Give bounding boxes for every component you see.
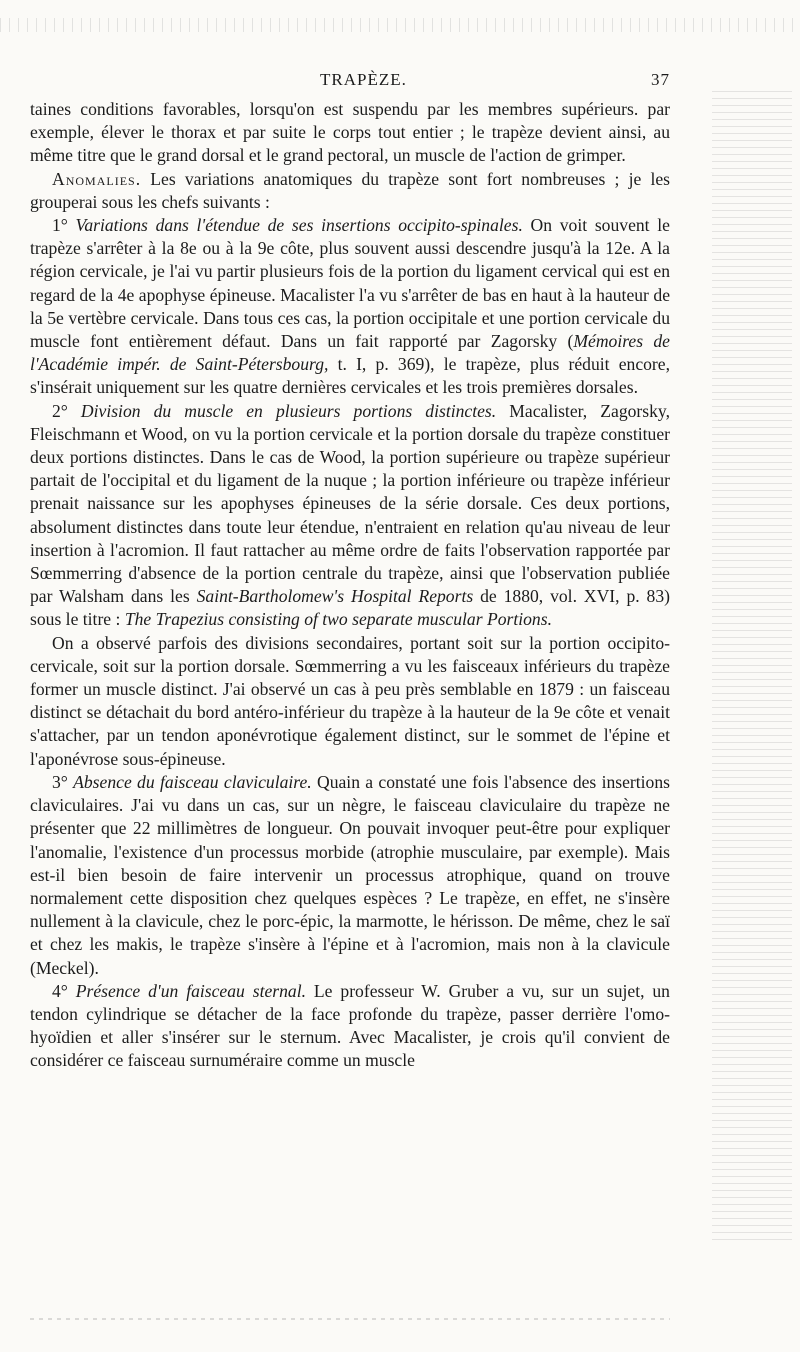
paragraph-variation-1: [30, 214, 670, 400]
item-number: 2°: [52, 400, 81, 421]
item-title: Présence d'un faisceau sternal.: [75, 980, 307, 1001]
item-number: 1°: [52, 215, 76, 236]
item-title: Variations dans l'étendue de ses insertions occipito-spinales.: [75, 215, 523, 236]
paragraph-text: t. I, p. 369), le trapèze, plus réduit encore, s'insérait uniquement sur les quatre dernières cervicales et les trois premières dorsales.: [30, 354, 670, 398]
running-title: TRAPÈZE.: [320, 70, 407, 89]
paragraph-text: Les variations anatomiques du trapèze sont fort nombreuses ; je les grouperai sous les chefs suivants :: [30, 168, 670, 212]
item-number: 4°: [52, 980, 76, 1001]
citation-title: The Trapezius consisting of two separate muscular Portions.: [124, 609, 552, 630]
item-number: 3°: [52, 771, 74, 792]
citation: Saint-Bartholomew's Hospital Reports: [196, 586, 474, 607]
section-label: Anomalies.: [52, 168, 142, 189]
paragraph-variation-4: [30, 980, 670, 1073]
paragraph-text: On a observé parfois des divisions secondaires, portant soit sur la portion occipito-cervicale, soit sur la portion dorsale. Sœmmerring a vu les faisceaux inférieurs du trapèze former un muscle distinct. J'ai observé un cas à peu près semblable en 1879 : un faisceau distinct se détachait du bord antéro-inférieur du trapèze à la hauteur de la 9e côte et venait s'attacher, par un tendon aponévrotique également distinct, sur le sommet de l'épine et l'aponévrose sous-épineuse.: [30, 632, 670, 769]
page-number: 37: [651, 70, 670, 89]
scan-noise-margin: [712, 90, 792, 1240]
item-title: Division du muscle en plusieurs portions distinctes.: [80, 400, 497, 421]
paragraph: [30, 632, 670, 771]
item-title: Absence du faisceau claviculaire.: [73, 771, 312, 792]
scan-noise-top: [0, 18, 800, 32]
body-text: [30, 98, 670, 1073]
paragraph-text: On voit souvent le trapèze s'arrêter à la 8e ou à la 9e côte, plus souvent aussi descendre jusqu'à la 12e. A la région cervicale, je l'ai vu partir plusieurs fois de la portion du ligament cervical qui est en regard de la 4e apophyse épineuse. Macalister l'a vu s'arrêter de bas en haut à la hauteur de la 5e vertèbre cervicale. Dans tous ces cas, la portion occipitale et une portion cervicale du muscle font entièrement défaut. Dans un fait rapporté par Zagorsky (: [30, 215, 670, 352]
paragraph-variation-2: [30, 400, 670, 632]
scan-noise-bottom: [30, 1318, 670, 1320]
paragraph-text: Le professeur W. Gruber a vu, sur un sujet, un tendon cylindrique se détacher de la face profonde du trapèze, passer derrière l'omo-hyoïdien et aller s'insérer sur le sternum. Avec Macalister, je crois qu'il convient de considérer ce faisceau surnuméraire comme un muscle: [30, 980, 670, 1071]
paragraph-text: Macalister, Zagorsky, Fleischmann et Wood, on vu la portion cervicale et la portion dorsale du trapèze constituer deux portions distinctes. Dans le cas de Wood, la portion supérieure ou trapèze supérieur partait de l'occipital et du ligament de la nuque ; la portion inférieure ou trapèze inférieur prenait naissance sur les apophyses épineuses de la série dorsale. Ces deux portions, absolument distinctes dans toute leur étendue, n'entraient en relation qu'au niveau de leur insertion à l'acromion. Il faut rattacher au même ordre de faits l'observation rapportée par Sœmmerring d'absence de la portion centrale du trapèze, ainsi que l'observation publiée par Walsham dans les: [30, 400, 670, 607]
paragraph: [30, 98, 670, 168]
paragraph-variation-3: [30, 771, 670, 980]
paragraph-text: de 1880, vol. XVI, p. 83) sous le titre :: [30, 586, 670, 630]
paragraph-text: Quain a constaté une fois l'absence des insertions claviculaires. J'ai vu dans un cas, sur un nègre, le faisceau claviculaire du trapèze ne présenter que 22 millimètres de longueur. On pouvait invoquer peut-être pour expliquer l'anomalie, l'existence d'un processus morbide (atrophie musculaire, par exemple). Mais est-il bien besoin de faire intervenir un processus atrophique, quand on trouve normalement cette disposition chez quelques espèces ? Le trapèze, en effet, ne s'insère nullement à la clavicule, chez le porc-épic, la marmotte, le hérisson. De même, chez le saï et chez les makis, le trapèze s'insère à l'épine et à l'acromion, mais non à la clavicule (Meckel).: [30, 771, 670, 978]
citation: Mémoires de l'Académie impér. de Saint-Pétersbourg,: [30, 331, 670, 375]
running-header: [30, 70, 670, 94]
paragraph-anomalies: [30, 168, 670, 214]
paragraph-text: taines conditions favorables, lorsqu'on est suspendu par les membres supérieurs. par exemple, élever le thorax et par suite le corps tout entier ; le trapèze devient ainsi, au même titre que le grand dorsal et le grand pectoral, un muscle de l'action de grimper.: [30, 99, 670, 166]
